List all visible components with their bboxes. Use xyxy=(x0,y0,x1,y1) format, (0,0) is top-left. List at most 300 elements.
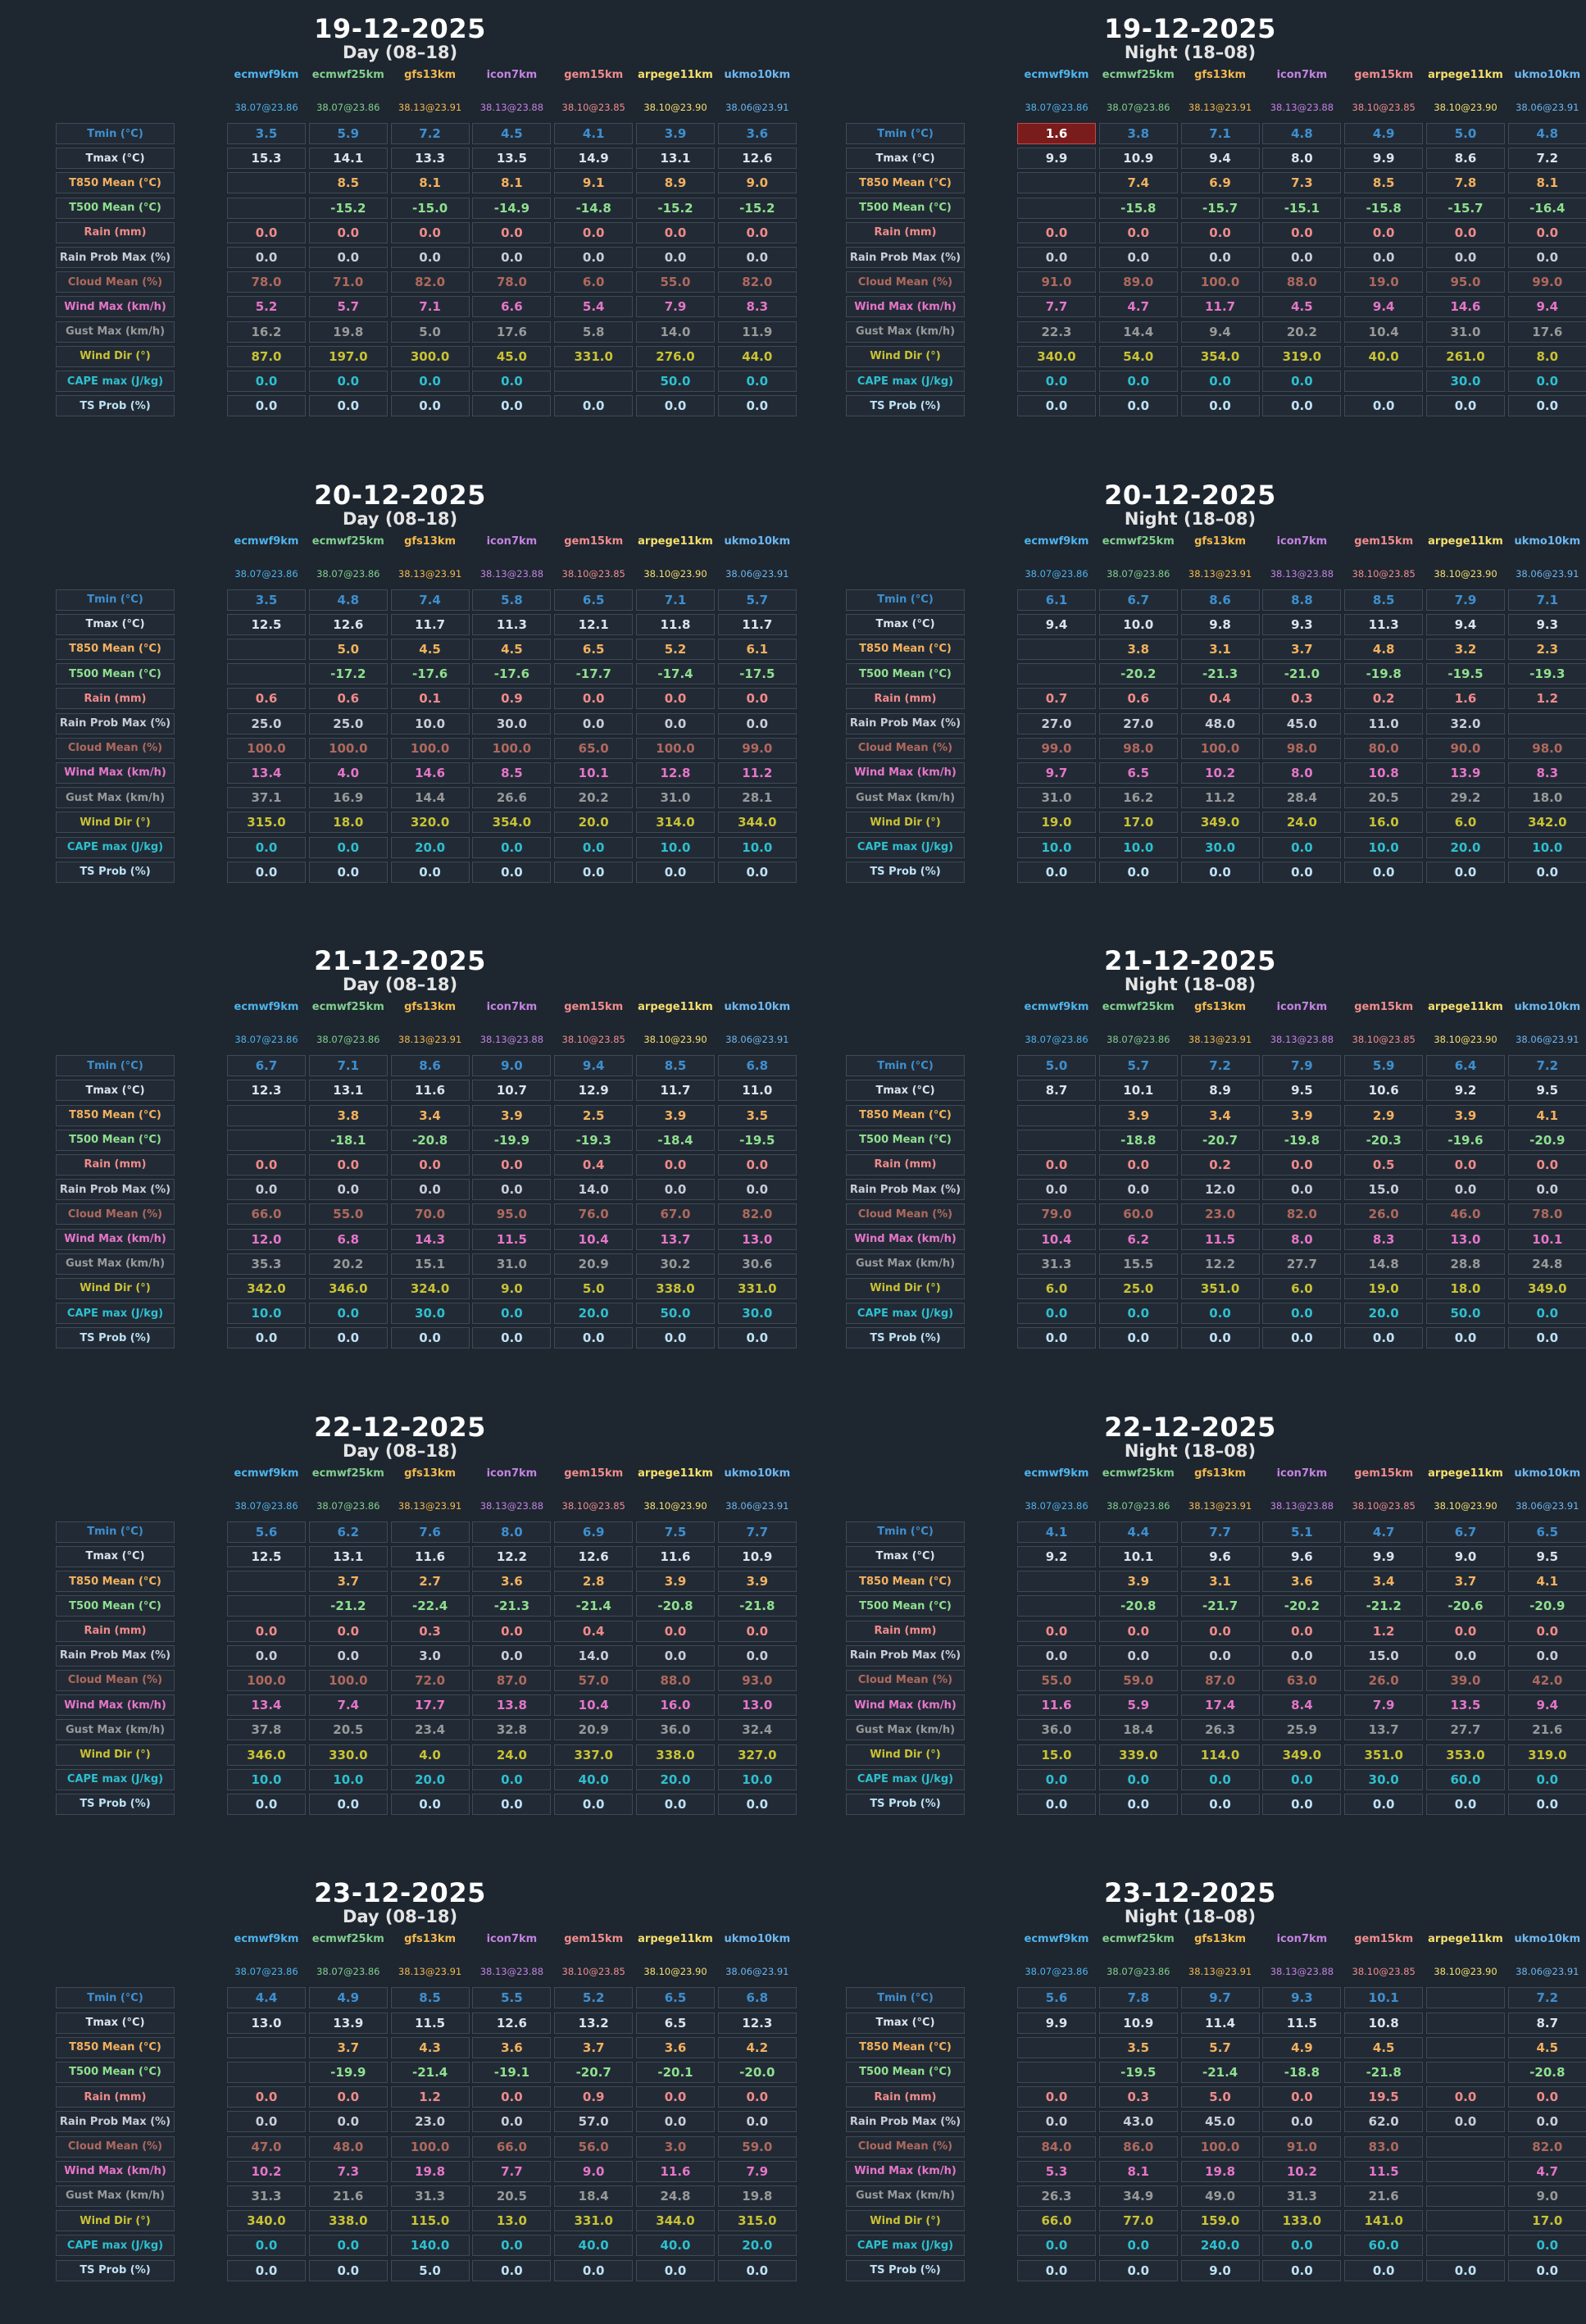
table-row xyxy=(842,1645,1559,1668)
model-name: gfs13km xyxy=(1194,534,1247,548)
table-cell: 8.0 xyxy=(1508,346,1586,367)
table-cell: 8.1 xyxy=(1099,2161,1178,2182)
table-cell: 0.0 xyxy=(1426,862,1505,883)
table-cell: 9.5 xyxy=(1508,1080,1586,1101)
row-label: Gust Max (km/h) xyxy=(846,1719,965,1740)
table-cell: 5.6 xyxy=(1017,1987,1096,2008)
table-cell: 133.0 xyxy=(1262,2210,1341,2231)
table-cell: 7.1 xyxy=(1181,123,1260,144)
table-cell: 0.0 xyxy=(227,1179,306,1200)
table-cell: 47.0 xyxy=(227,2136,306,2158)
table-cell xyxy=(1017,663,1096,684)
table-cell: 40.0 xyxy=(1344,346,1423,367)
table-cell: 24.0 xyxy=(472,1744,551,1766)
table-cell: 3.1 xyxy=(1181,639,1260,660)
table-cell: 338.0 xyxy=(636,1744,715,1766)
table-cell: 0.0 xyxy=(1017,371,1096,392)
row-label: Wind Max (km/h) xyxy=(846,762,965,784)
table-cell: 0.9 xyxy=(554,2086,633,2108)
row-label: Wind Dir (°) xyxy=(846,1744,965,1766)
model-name: gfs13km xyxy=(404,69,457,81)
table-cell: 0.0 xyxy=(309,1303,388,1324)
forecast-panel xyxy=(842,466,1581,909)
table-cell: 17.7 xyxy=(391,1694,470,1716)
table-cell: 0.0 xyxy=(554,1327,633,1348)
table-cell: 12.3 xyxy=(718,2012,797,2034)
table-cell: 11.9 xyxy=(718,321,797,343)
table-cell: 0.0 xyxy=(554,2260,633,2281)
table-cell: 315.0 xyxy=(718,2210,797,2231)
table-cell: 10.4 xyxy=(1344,321,1423,343)
table-row xyxy=(52,346,773,369)
row-label: Tmin (°C) xyxy=(846,1521,965,1543)
table-cell: 30.0 xyxy=(391,1303,470,1324)
table-cell: 0.0 xyxy=(1181,1645,1260,1667)
table-cell: 10.2 xyxy=(1262,2161,1341,2182)
table-cell: 8.9 xyxy=(636,172,715,193)
table-row xyxy=(842,1794,1559,1817)
model-coord: 38.13@23.88 xyxy=(1270,1966,1334,1978)
table-cell: 12.2 xyxy=(472,1546,551,1567)
table-cell: 0.0 xyxy=(1017,395,1096,416)
table-cell: 3.4 xyxy=(1181,1105,1260,1126)
table-cell: 7.8 xyxy=(1099,1987,1178,2008)
table-cell: 0.0 xyxy=(1426,2260,1505,2281)
table-cell xyxy=(1426,1987,1505,2008)
table-cell: 6.5 xyxy=(1508,1521,1586,1543)
table-cell: 11.7 xyxy=(718,614,797,635)
table-cell: -17.6 xyxy=(472,663,551,684)
table-cell: 3.9 xyxy=(1099,1105,1178,1126)
table-cell: 0.9 xyxy=(472,688,551,709)
table-cell: 16.2 xyxy=(1099,787,1178,808)
model-name: gfs13km xyxy=(1194,1933,1247,1946)
model-name: ukmo10km xyxy=(724,1001,791,1014)
table-cell: 5.9 xyxy=(309,123,388,144)
table-cell: 17.6 xyxy=(472,321,551,343)
table-cell: 0.0 xyxy=(472,1179,551,1200)
table-row xyxy=(842,2037,1559,2060)
row-label: T850 Mean (°C) xyxy=(846,1105,965,1126)
table-cell: 0.0 xyxy=(472,1621,551,1642)
model-name: gem15km xyxy=(1354,1467,1414,1480)
table-cell: 0.0 xyxy=(391,371,470,392)
table-cell: 320.0 xyxy=(391,812,470,833)
table-row xyxy=(52,1080,773,1103)
table-cell: 0.0 xyxy=(1017,222,1096,243)
table-cell xyxy=(1426,2037,1505,2058)
table-cell: 14.1 xyxy=(309,148,388,169)
table-row xyxy=(842,2062,1566,2085)
table-cell: 3.8 xyxy=(309,1105,388,1126)
table-cell: 9.4 xyxy=(1181,148,1260,169)
table-cell: 7.7 xyxy=(472,2161,551,2182)
model-coord: 38.13@23.88 xyxy=(1270,567,1334,580)
row-label: CAPE max (J/kg) xyxy=(846,1303,965,1324)
table-cell: 0.0 xyxy=(227,2260,306,2281)
table-cell: 0.0 xyxy=(1508,371,1586,392)
table-row xyxy=(842,1303,1559,1326)
table-cell: 6.2 xyxy=(309,1521,388,1543)
table-cell: 330.0 xyxy=(309,1744,388,1766)
table-cell: 72.0 xyxy=(391,1670,470,1691)
model-name: gem15km xyxy=(564,534,624,548)
table-cell: 324.0 xyxy=(391,1278,470,1299)
table-cell: 354.0 xyxy=(472,812,551,833)
model-name: gfs13km xyxy=(1194,1467,1247,1480)
model-name: ecmwf25km xyxy=(1102,69,1175,81)
table-row xyxy=(842,2260,1559,2283)
table-row xyxy=(842,2111,1559,2134)
table-cell: 0.0 xyxy=(1508,1794,1586,1815)
table-cell: 7.2 xyxy=(1508,1987,1586,2008)
model-name: ukmo10km xyxy=(1514,69,1581,81)
table-cell: 0.0 xyxy=(1181,395,1260,416)
table-row xyxy=(842,1229,1563,1252)
table-row xyxy=(842,614,1559,637)
table-cell: -20.9 xyxy=(1508,1130,1586,1151)
table-row xyxy=(842,1595,1566,1618)
table-row xyxy=(842,787,1563,810)
table-cell: 0.0 xyxy=(309,1621,388,1642)
table-cell: 0.0 xyxy=(554,247,633,268)
model-coord-row xyxy=(842,567,1579,583)
model-name: ecmwf25km xyxy=(1102,1467,1175,1480)
table-cell: 6.9 xyxy=(554,1521,633,1543)
row-label: T500 Mean (°C) xyxy=(846,198,965,219)
table-cell: 0.0 xyxy=(554,837,633,858)
model-name: icon7km xyxy=(486,1467,538,1480)
table-row xyxy=(52,2161,769,2184)
table-cell: 0.0 xyxy=(472,247,551,268)
row-label: T850 Mean (°C) xyxy=(846,172,965,193)
table-cell: 99.0 xyxy=(1508,271,1586,293)
table-cell: -15.2 xyxy=(718,198,797,219)
model-coord: 38.07@23.86 xyxy=(1025,102,1088,113)
table-cell: 346.0 xyxy=(227,1744,306,1766)
table-cell: 7.3 xyxy=(1262,172,1341,193)
table-cell: 7.9 xyxy=(1262,1055,1341,1076)
table-cell: 14.0 xyxy=(636,321,715,343)
table-cell: 11.2 xyxy=(1181,787,1260,808)
table-cell: 0.0 xyxy=(309,395,388,416)
model-coord: 38.06@23.91 xyxy=(1516,1499,1579,1512)
table-cell: 0.0 xyxy=(636,688,715,709)
model-coord: 38.13@23.88 xyxy=(479,1499,544,1512)
model-coord: 38.07@23.86 xyxy=(316,567,380,580)
table-cell: 0.0 xyxy=(1099,1621,1178,1642)
table-cell: -21.2 xyxy=(1344,1595,1423,1617)
table-cell: 18.0 xyxy=(1508,787,1586,808)
table-cell: 0.0 xyxy=(1017,1794,1096,1815)
table-cell: 4.8 xyxy=(1344,639,1423,660)
row-label: Tmax (°C) xyxy=(846,148,965,169)
table-cell: 16.0 xyxy=(636,1694,715,1716)
table-cell: 9.7 xyxy=(1017,762,1096,784)
table-cell: -20.9 xyxy=(1508,1595,1586,1617)
table-cell: 0.0 xyxy=(1017,2260,1096,2281)
table-cell: 5.8 xyxy=(472,589,551,611)
table-cell: 6.2 xyxy=(1099,1229,1178,1250)
table-cell: 7.9 xyxy=(1426,589,1505,611)
row-label: Tmax (°C) xyxy=(56,1546,175,1567)
table-cell: 338.0 xyxy=(636,1278,715,1299)
model-coord: 38.13@23.91 xyxy=(1188,1966,1252,1978)
table-cell: -20.0 xyxy=(718,2062,797,2083)
table-cell: -14.8 xyxy=(554,198,633,219)
model-name: ukmo10km xyxy=(1514,1001,1581,1014)
model-header-row xyxy=(52,1933,791,1949)
table-cell: 3.8 xyxy=(1099,123,1178,144)
table-row xyxy=(52,1621,769,1644)
row-label: Rain (mm) xyxy=(846,1154,965,1176)
table-cell: 20.0 xyxy=(1426,837,1505,858)
row-label: Rain Prob Max (%) xyxy=(56,1645,175,1667)
table-cell: 0.0 xyxy=(1426,1179,1505,1200)
table-row xyxy=(842,2012,1559,2035)
model-name: ukmo10km xyxy=(724,1933,791,1946)
model-coord: 38.07@23.86 xyxy=(1107,1034,1170,1046)
table-cell: 9.3 xyxy=(1508,614,1586,635)
table-cell: 0.0 xyxy=(309,1645,388,1667)
table-cell: 6.0 xyxy=(1262,1278,1341,1299)
table-cell: 0.0 xyxy=(1508,2260,1586,2281)
table-row xyxy=(52,2235,773,2258)
table-cell: 35.3 xyxy=(227,1253,306,1275)
table-cell: 83.0 xyxy=(1344,2136,1423,2158)
model-name: ecmwf9km xyxy=(1024,1467,1089,1480)
model-name: icon7km xyxy=(1276,534,1328,548)
table-cell: 0.0 xyxy=(636,395,715,416)
table-cell: 40.0 xyxy=(636,2235,715,2256)
table-cell: 0.0 xyxy=(1099,1303,1178,1324)
table-row xyxy=(52,172,769,195)
table-cell: 19.0 xyxy=(1344,1278,1423,1299)
table-cell: -20.8 xyxy=(391,1130,470,1151)
table-cell: 3.8 xyxy=(1099,639,1178,660)
table-cell: 7.9 xyxy=(718,2161,797,2182)
table-row xyxy=(52,123,769,146)
table-cell xyxy=(1426,2136,1505,2158)
table-cell: 0.0 xyxy=(636,713,715,734)
row-label: Rain (mm) xyxy=(56,1621,175,1642)
model-name: ecmwf9km xyxy=(234,534,299,548)
row-label: Wind Dir (°) xyxy=(846,812,965,833)
model-coord: 38.10@23.85 xyxy=(561,102,625,113)
table-cell: 0.4 xyxy=(554,1621,633,1642)
table-cell: 7.2 xyxy=(1508,1055,1586,1076)
table-cell: 346.0 xyxy=(309,1278,388,1299)
table-row xyxy=(52,2086,769,2109)
row-label: Rain Prob Max (%) xyxy=(846,713,965,734)
model-coord: 38.13@23.88 xyxy=(479,1034,544,1046)
model-name: gfs13km xyxy=(404,534,457,548)
table-cell: 6.7 xyxy=(1426,1521,1505,1543)
table-row xyxy=(52,296,769,319)
table-cell: 24.8 xyxy=(636,2185,715,2207)
table-row xyxy=(842,738,1563,761)
row-label: Tmax (°C) xyxy=(846,1080,965,1101)
table-cell: 7.1 xyxy=(391,296,470,317)
table-cell: 20.2 xyxy=(309,1253,388,1275)
table-cell: 0.0 xyxy=(1017,2235,1096,2256)
table-cell: 13.0 xyxy=(227,2012,306,2034)
table-cell: 100.0 xyxy=(227,1670,306,1691)
table-cell: 0.6 xyxy=(1099,688,1178,709)
table-cell: 0.0 xyxy=(1508,1645,1586,1667)
table-cell: -19.9 xyxy=(309,2062,388,2083)
row-label: TS Prob (%) xyxy=(56,1327,175,1348)
model-name: arpege11km xyxy=(638,1467,713,1480)
table-row xyxy=(842,123,1559,146)
row-label: Cloud Mean (%) xyxy=(846,738,965,759)
table-cell: 4.7 xyxy=(1344,1521,1423,1543)
table-cell: 10.0 xyxy=(636,837,715,858)
table-row xyxy=(842,148,1559,171)
table-cell: 0.0 xyxy=(1099,222,1178,243)
table-cell: 0.0 xyxy=(227,1154,306,1176)
table-row xyxy=(52,222,769,245)
model-name: arpege11km xyxy=(1428,69,1503,81)
table-cell: 13.2 xyxy=(554,2012,633,2034)
table-cell: 39.0 xyxy=(1426,1670,1505,1691)
table-cell: 0.0 xyxy=(227,837,306,858)
table-cell: 0.6 xyxy=(309,688,388,709)
table-cell: 0.0 xyxy=(1508,862,1586,883)
table-cell: 6.0 xyxy=(1017,1278,1096,1299)
table-cell: 27.0 xyxy=(1099,713,1178,734)
table-cell: -15.2 xyxy=(309,198,388,219)
table-cell: -19.6 xyxy=(1426,1130,1505,1151)
table-cell: 0.0 xyxy=(718,371,797,392)
table-cell: 0.0 xyxy=(1508,222,1586,243)
table-cell xyxy=(1017,639,1096,660)
model-coord: 38.07@23.86 xyxy=(1107,567,1170,580)
table-cell: 0.0 xyxy=(309,862,388,883)
table-cell: 11.0 xyxy=(718,1080,797,1101)
table-cell: 11.7 xyxy=(391,614,470,635)
table-cell: 11.3 xyxy=(472,614,551,635)
table-cell: 11.5 xyxy=(1344,2161,1423,2182)
table-cell: 337.0 xyxy=(554,1744,633,1766)
row-label: TS Prob (%) xyxy=(56,1794,175,1815)
table-cell: 9.2 xyxy=(1426,1080,1505,1101)
table-cell: 80.0 xyxy=(1344,738,1423,759)
row-label: T850 Mean (°C) xyxy=(846,2037,965,2058)
row-label: CAPE max (J/kg) xyxy=(56,837,175,858)
table-cell: 3.2 xyxy=(1426,639,1505,660)
table-cell: 0.0 xyxy=(1262,1621,1341,1642)
table-cell: 0.0 xyxy=(718,1327,797,1348)
table-cell: 327.0 xyxy=(718,1744,797,1766)
table-row xyxy=(52,2210,777,2233)
model-header-row xyxy=(842,1001,1581,1017)
table-cell: 240.0 xyxy=(1181,2235,1260,2256)
row-label: Rain (mm) xyxy=(846,2086,965,2108)
model-coord: 38.07@23.86 xyxy=(1025,567,1088,580)
table-cell: 0.0 xyxy=(309,1179,388,1200)
table-cell: 20.5 xyxy=(309,1719,388,1740)
table-cell: 7.7 xyxy=(718,1521,797,1543)
table-cell: 20.9 xyxy=(554,1253,633,1275)
table-cell: 3.6 xyxy=(472,1571,551,1592)
table-cell: 8.9 xyxy=(1181,1080,1260,1101)
table-cell: 3.5 xyxy=(718,1105,797,1126)
table-cell: 0.0 xyxy=(1344,1327,1423,1348)
table-cell: 57.0 xyxy=(554,2111,633,2132)
table-cell: 7.3 xyxy=(309,2161,388,2182)
model-coord: 38.07@23.86 xyxy=(316,1499,380,1512)
row-label: Tmax (°C) xyxy=(56,148,175,169)
table-cell: 13.0 xyxy=(718,1229,797,1250)
table-cell: 13.5 xyxy=(472,148,551,169)
table-cell: 4.9 xyxy=(1344,123,1423,144)
table-cell: 4.5 xyxy=(391,639,470,660)
table-row xyxy=(52,787,773,810)
row-label: Tmin (°C) xyxy=(56,1055,175,1076)
table-cell: 12.2 xyxy=(1181,1253,1260,1275)
model-coord: 38.10@23.85 xyxy=(561,1034,625,1046)
table-cell: 9.9 xyxy=(1017,2012,1096,2034)
table-cell: 8.6 xyxy=(1181,589,1260,611)
panel-date-title: 20-12-2025 xyxy=(314,479,486,511)
table-cell: 0.0 xyxy=(1099,395,1178,416)
table-cell: -15.7 xyxy=(1181,198,1260,219)
table-cell: 3.4 xyxy=(1344,1571,1423,1592)
table-cell: 3.0 xyxy=(391,1645,470,1667)
model-coord: 38.10@23.85 xyxy=(561,567,625,580)
table-cell: 7.4 xyxy=(1099,172,1178,193)
table-cell: 22.3 xyxy=(1017,321,1096,343)
table-cell: 0.0 xyxy=(1426,247,1505,268)
table-cell: 100.0 xyxy=(227,738,306,759)
table-cell: 0.0 xyxy=(391,247,470,268)
table-cell: 6.8 xyxy=(309,1229,388,1250)
row-label: Tmin (°C) xyxy=(846,1055,965,1076)
table-cell: 59.0 xyxy=(718,2136,797,2158)
model-name: ecmwf25km xyxy=(311,69,384,81)
table-cell: 0.0 xyxy=(472,1645,551,1667)
table-cell: 9.4 xyxy=(1508,296,1586,317)
model-name: gem15km xyxy=(1354,1001,1414,1014)
table-cell: 5.3 xyxy=(1017,2161,1096,2182)
table-row xyxy=(52,247,769,270)
table-row xyxy=(842,2185,1559,2208)
model-name: icon7km xyxy=(1276,69,1328,81)
table-cell: 0.0 xyxy=(1181,1327,1260,1348)
table-cell: 8.1 xyxy=(1508,172,1586,193)
table-cell: 70.0 xyxy=(391,1203,470,1225)
table-cell: 13.4 xyxy=(227,762,306,784)
model-coord: 38.10@23.90 xyxy=(643,102,707,113)
table-cell: 0.0 xyxy=(1181,1769,1260,1790)
row-label: Wind Max (km/h) xyxy=(846,1229,965,1250)
table-cell: 10.0 xyxy=(718,837,797,858)
table-cell: 67.0 xyxy=(636,1203,715,1225)
table-row xyxy=(52,2062,775,2085)
table-cell: 100.0 xyxy=(391,738,470,759)
table-cell: 88.0 xyxy=(1262,271,1341,293)
table-cell: 23.0 xyxy=(391,2111,470,2132)
table-cell: 0.0 xyxy=(1017,2086,1096,2108)
table-cell: 1.2 xyxy=(391,2086,470,2108)
model-coord: 38.07@23.86 xyxy=(1025,1034,1088,1046)
row-label: Rain (mm) xyxy=(56,1154,175,1176)
model-coord: 38.07@23.86 xyxy=(1107,102,1170,113)
row-label: Wind Dir (°) xyxy=(56,2210,175,2231)
table-cell: 0.0 xyxy=(1099,247,1178,268)
table-cell: 6.5 xyxy=(554,639,633,660)
